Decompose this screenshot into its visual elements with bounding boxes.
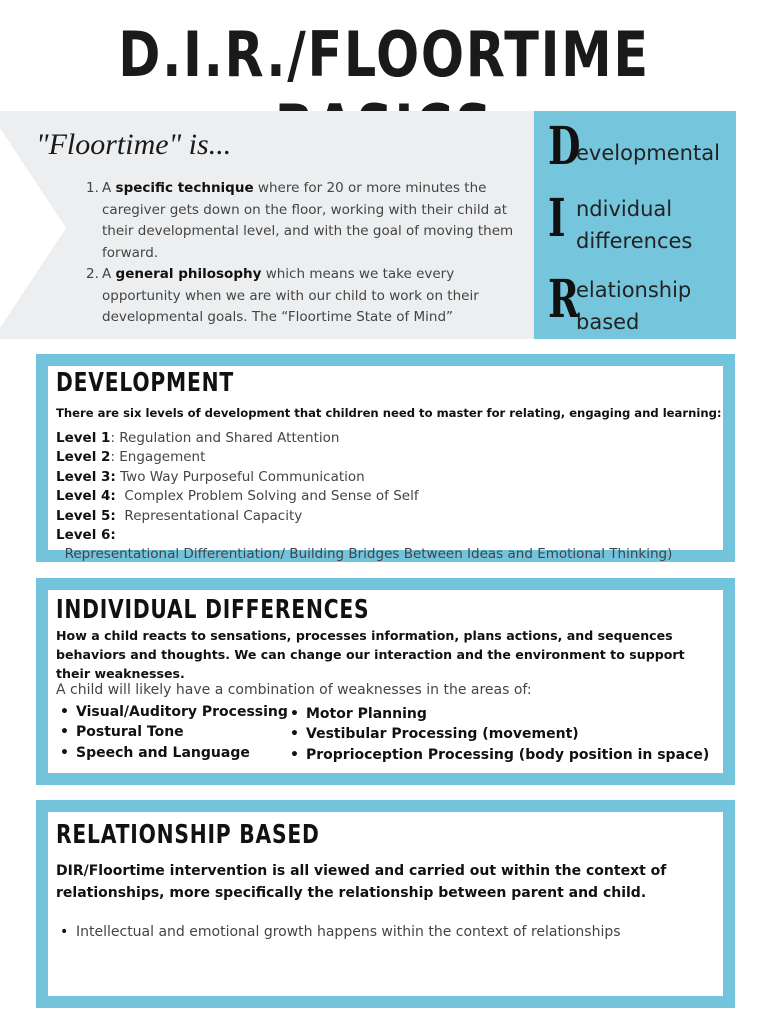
development-intro: There are six levels of development that children need to master for relating, engaging and learning: <box>56 406 722 420</box>
list-item: • Vestibular Processing (movement) <box>286 724 709 744</box>
list-item: • Speech and Language <box>56 743 288 763</box>
development-levels <box>56 429 723 565</box>
floortime-item-2: 2. A general philosophy which means we take every opportunity when we are with our child to work on their developmental goals. The “Floortime State of Mind” <box>86 266 479 325</box>
development-section <box>36 354 735 562</box>
list-item: • Postural Tone <box>56 722 288 742</box>
individual-title: INDIVIDUAL DIFFERENCES <box>56 595 370 625</box>
list-item: • Motor Planning <box>286 704 709 724</box>
level-item: Level 2: Engagement <box>56 449 206 466</box>
dir-individual: I ndividual differences <box>548 188 693 253</box>
level-item: Level 4: Complex Problem Solving and Sense of Self <box>56 488 419 505</box>
individual-differences-section <box>36 578 735 785</box>
floortime-list <box>86 178 514 329</box>
level-item: Level 3: Two Way Purposeful Communication <box>56 468 365 485</box>
relationship-bullet: • Intellectual and emotional growth happens within the context of relationships <box>56 924 621 940</box>
relationship-intro: DIR/Floortime intervention is all viewed and carried out within the context of relationships, more specifically the relationship between parent and child. <box>56 863 667 901</box>
level-item: Level 5: Representational Capacity <box>56 507 303 524</box>
list-item: • Visual/Auditory Processing <box>56 702 288 722</box>
relationship-section <box>36 800 735 1008</box>
level-item: Level 6: Representational Differentiation/ Building Bridges Between Ideas and Emotional Thinking) <box>56 527 673 563</box>
development-title: DEVELOPMENT <box>56 368 234 398</box>
floortime-item-1: 1. A specific technique where for 20 or more minutes the caregiver gets down on the floor, working with their child at their developmental level, and with the goal of moving them forward. <box>86 180 514 261</box>
dir-acronym-panel <box>534 111 736 339</box>
floortime-heading: "Floortime" is... <box>36 128 232 161</box>
page-title: D.I.R./FLOORTIME <box>118 18 650 91</box>
weakness-list-col1 <box>56 702 288 763</box>
level-item: Level 1: Regulation and Shared Attention <box>56 430 340 446</box>
dir-relationship: R elationship based <box>548 269 692 334</box>
relationship-title: RELATIONSHIP BASED <box>56 820 320 850</box>
dir-developmental: D evelopmental <box>548 116 720 177</box>
individual-lead: A child will likely have a combination of weaknesses in the areas of: <box>56 682 532 698</box>
list-item: • Proprioception Processing (body position in space) <box>286 745 709 765</box>
individual-intro: How a child reacts to sensations, processes information, plans actions, and sequences behaviors and thoughts. We can change our interaction and the environment to support their weaknesses. <box>56 628 685 681</box>
weakness-list-col2 <box>286 704 709 765</box>
